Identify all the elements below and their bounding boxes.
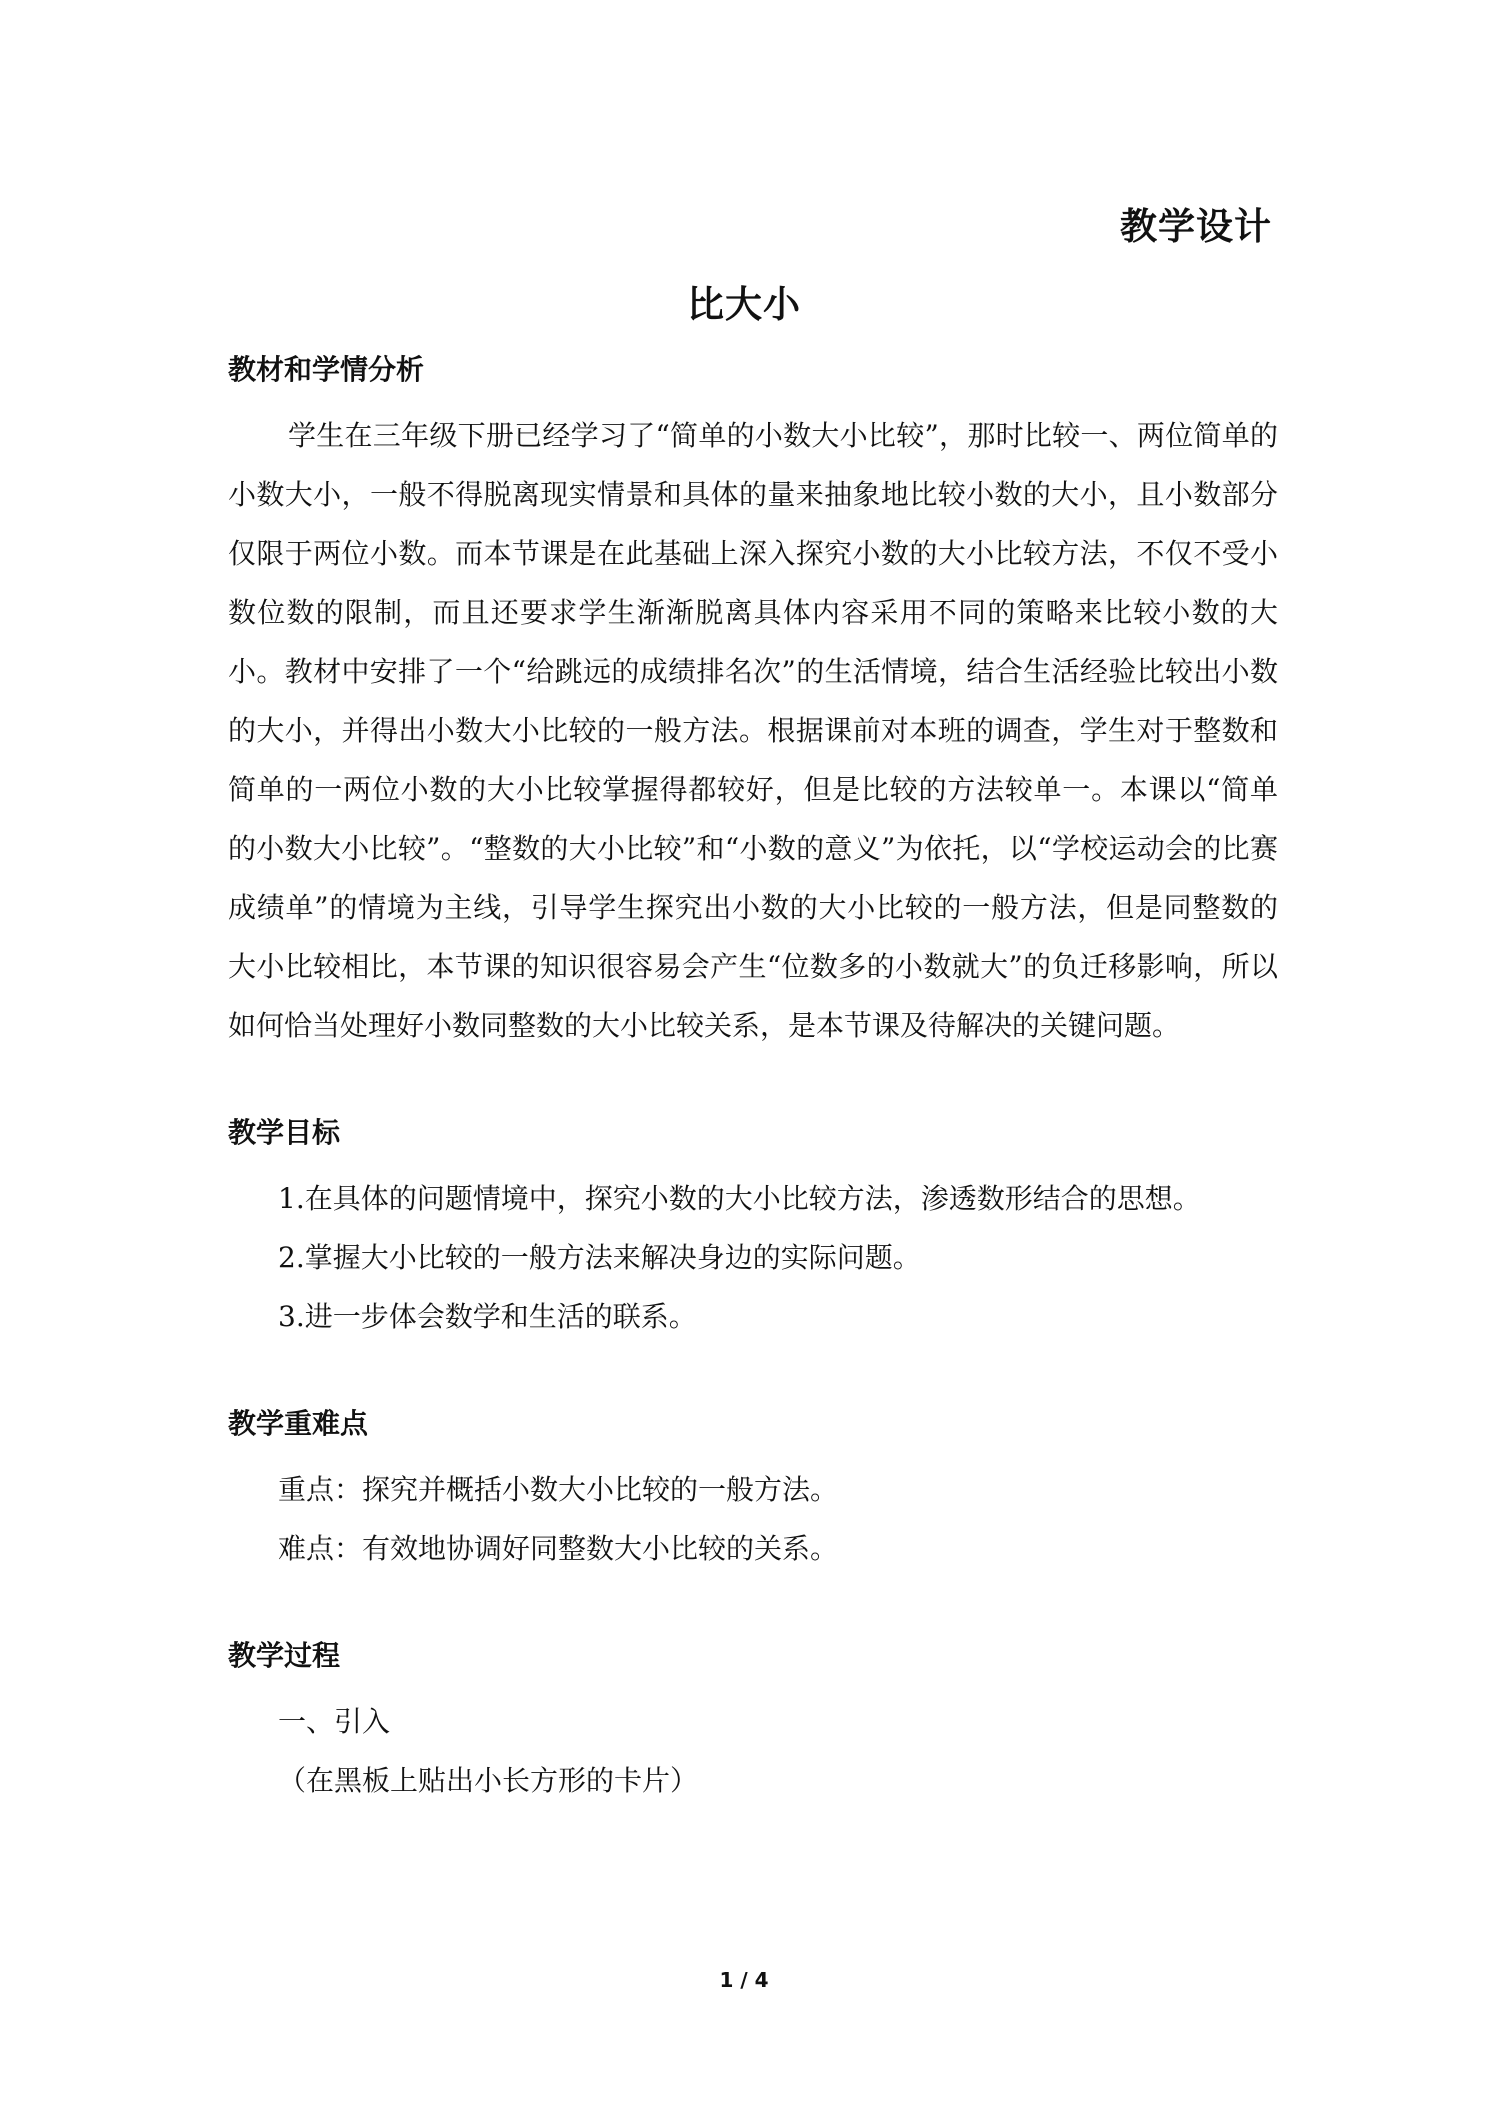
objective-item: 2.掌握大小比较的一般方法来解决身边的实际问题。 <box>278 1241 921 1274</box>
section-heading-objectives: 教学目标 <box>228 1116 341 1149</box>
objectives-list <box>228 1169 1278 1346</box>
section-objectives <box>228 1109 1278 1346</box>
page-number: 1 / 4 <box>719 1968 769 1992</box>
section-heading-key-points: 教学重难点 <box>228 1407 369 1440</box>
section-heading-analysis: 教材和学情分析 <box>228 353 425 386</box>
objective-item: 3.进一步体会数学和生活的联系。 <box>278 1300 697 1333</box>
section-process <box>228 1632 1278 1810</box>
section-heading-process: 教学过程 <box>228 1639 341 1672</box>
process-item: （在黑板上贴出小长方形的卡片） <box>278 1764 699 1797</box>
key-point-item: 难点：有效地协调好同整数大小比较的关系。 <box>278 1532 839 1565</box>
section-analysis <box>228 346 1278 1055</box>
process-list <box>228 1692 1278 1810</box>
objective-item: 1.在具体的问题情境中，探究小数的大小比较方法，渗透数形结合的思想。 <box>278 1182 1201 1215</box>
analysis-paragraph: 学生在三年级下册已经学习了“简单的小数大小比较”，那时比较一、两位简单的小数大小，一般不得脱离现实情景和具体的量来抽象地比较小数的大小，且小数部分仅限于两位小数。而本节课是在此基础上深入探究小数的大小比较方法，不仅不受小数位数的限制，而且还要求学生渐渐脱离具体内容采用不同的策略来比较小数的大小。教材中安排了一个“给跳远的成绩排名次”的生活情境，结合生活经验比较出小数的大小，并得出小数大小比较的一般方法。根据课前对本班的调查，学生对于整数和简单的一两位小数的大小比较掌握得都较好，但是比较的方法较单一。本课以“简单的小数大小比较”。“整数的大小比较”和“小数的意义”为依托，以“学校运动会的比赛成绩单”的情境为主线，引导学生探究出小数的大小比较的一般方法，但是同整数的大小比较相比，本节课的知识很容易会产生“位数多的小数就大”的负迁移影响，所以如何恰当处理好小数同整数的大小比较关系，是本节课及待解决的关键问题。 <box>228 419 1278 1042</box>
header-title: 教学设计 <box>1120 205 1272 248</box>
key-point-item: 重点：探究并概括小数大小比较的一般方法。 <box>278 1473 839 1506</box>
document-title: 比大小 <box>687 283 801 326</box>
document-body <box>228 346 1278 1810</box>
key-points-list <box>228 1460 1278 1578</box>
process-item: 一、引入 <box>278 1705 391 1738</box>
section-key-points <box>228 1400 1278 1578</box>
